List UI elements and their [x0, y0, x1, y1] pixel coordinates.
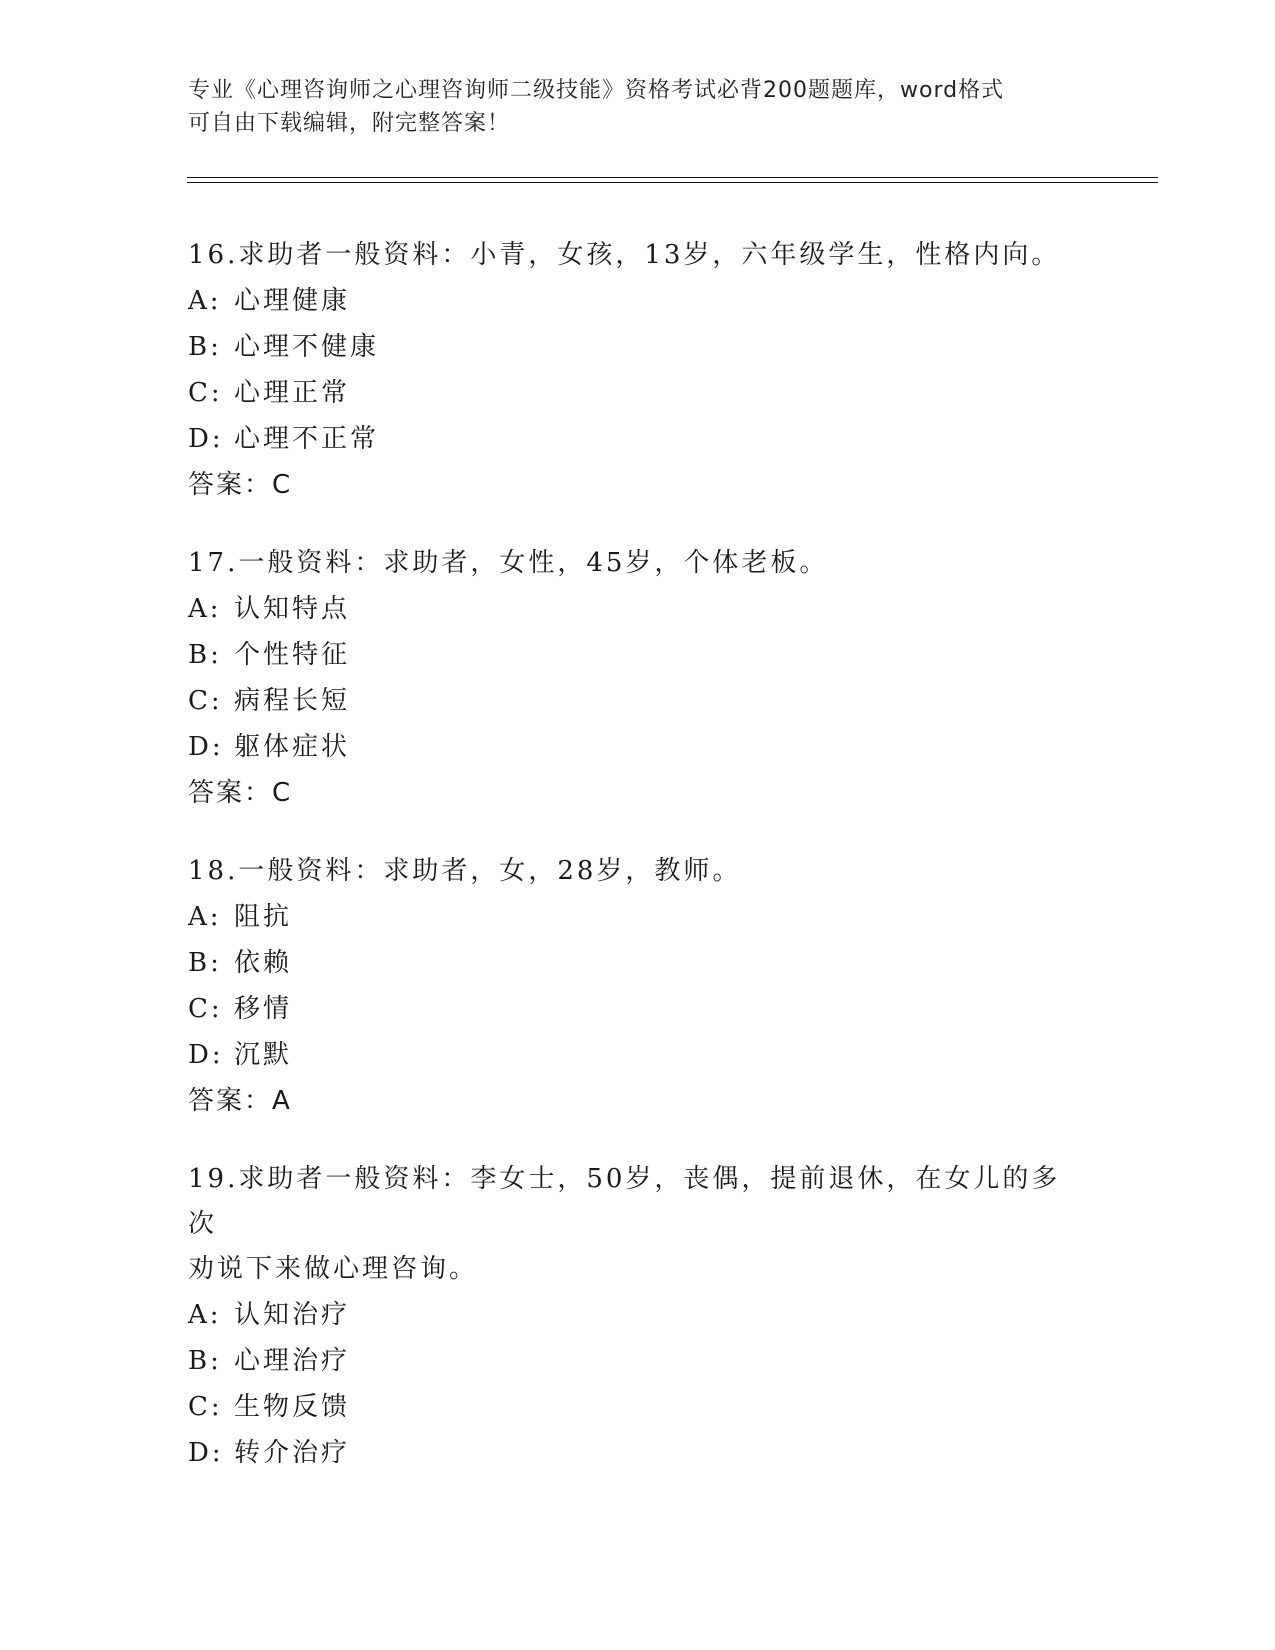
option-text: 病程长短: [234, 686, 351, 716]
option-b: [188, 324, 1088, 370]
option-text: 沉默: [234, 1040, 293, 1070]
option-a: [188, 586, 1088, 632]
option-b: [188, 632, 1088, 678]
option-letter: C:: [188, 1392, 223, 1422]
question-18: [188, 849, 1088, 1124]
answer-line: 答案：C: [188, 778, 293, 808]
option-text: 认知治疗: [234, 1300, 351, 1330]
option-letter: B:: [188, 948, 222, 978]
answer-line: 答案：C: [188, 470, 293, 500]
option-letter: A:: [188, 286, 222, 316]
option-a: [188, 1292, 1088, 1338]
option-text: 生物反馈: [234, 1392, 351, 1422]
option-d: [188, 724, 1088, 770]
option-d: [188, 416, 1088, 462]
option-letter: D:: [188, 1040, 224, 1070]
option-letter: D:: [188, 424, 224, 454]
option-c: [188, 1384, 1088, 1430]
option-letter: C:: [188, 686, 223, 716]
option-text: 依赖: [234, 948, 293, 978]
question-17: [188, 541, 1088, 816]
option-text: 躯体症状: [234, 732, 351, 762]
question-stem: 18.一般资料：求助者，女，28岁，教师。: [188, 856, 742, 886]
option-text: 阻抗: [234, 902, 293, 932]
option-text: 心理不正常: [234, 424, 380, 454]
question-16: [188, 233, 1088, 508]
option-text: 心理治疗: [234, 1346, 351, 1376]
option-c: [188, 370, 1088, 416]
option-text: 个性特征: [234, 640, 351, 670]
option-c: [188, 986, 1088, 1032]
option-letter: A:: [188, 902, 222, 932]
option-a: [188, 894, 1088, 940]
option-c: [188, 678, 1088, 724]
option-letter: A:: [188, 594, 222, 624]
header-divider-bottom: [187, 182, 1158, 183]
question-stem: 17.一般资料：求助者，女性，45岁，个体老板。: [188, 548, 829, 578]
option-text: 转介治疗: [234, 1438, 351, 1468]
option-d: [188, 1430, 1088, 1476]
option-letter: C:: [188, 378, 223, 408]
header-title-line-1: 专业《心理咨询师之心理咨询师二级技能》资格考试必背200题题库，word格式: [188, 78, 1005, 103]
option-b: [188, 940, 1088, 986]
option-text: 心理不健康: [234, 332, 380, 362]
document-header: [188, 74, 1088, 140]
option-b: [188, 1338, 1088, 1384]
option-d: [188, 1032, 1088, 1078]
answer-line: 答案：A: [188, 1086, 292, 1116]
option-letter: D:: [188, 732, 224, 762]
question-stem: 16.求助者一般资料：小青，女孩，13岁，六年级学生，性格内向。: [188, 240, 1061, 270]
option-letter: A:: [188, 1300, 222, 1330]
option-letter: C:: [188, 994, 223, 1024]
option-letter: B:: [188, 1346, 222, 1376]
header-title-line-2: 可自由下载编辑，附完整答案！: [188, 111, 511, 136]
option-text: 心理健康: [234, 286, 351, 316]
option-letter: B:: [188, 640, 222, 670]
question-19: [188, 1157, 1088, 1476]
question-stem-line-1: 19.求助者一般资料：李女士，50岁，丧偶，提前退休，在女儿的多次: [188, 1164, 1061, 1239]
option-letter: B:: [188, 332, 222, 362]
option-text: 心理正常: [234, 378, 351, 408]
option-a: [188, 278, 1088, 324]
question-stem-line-2: 劝说下来做心理咨询。: [188, 1254, 479, 1284]
option-text: 移情: [234, 994, 293, 1024]
option-letter: D:: [188, 1438, 224, 1468]
question-list: [188, 233, 1088, 1509]
header-divider-top: [187, 177, 1158, 178]
option-text: 认知特点: [234, 594, 351, 624]
